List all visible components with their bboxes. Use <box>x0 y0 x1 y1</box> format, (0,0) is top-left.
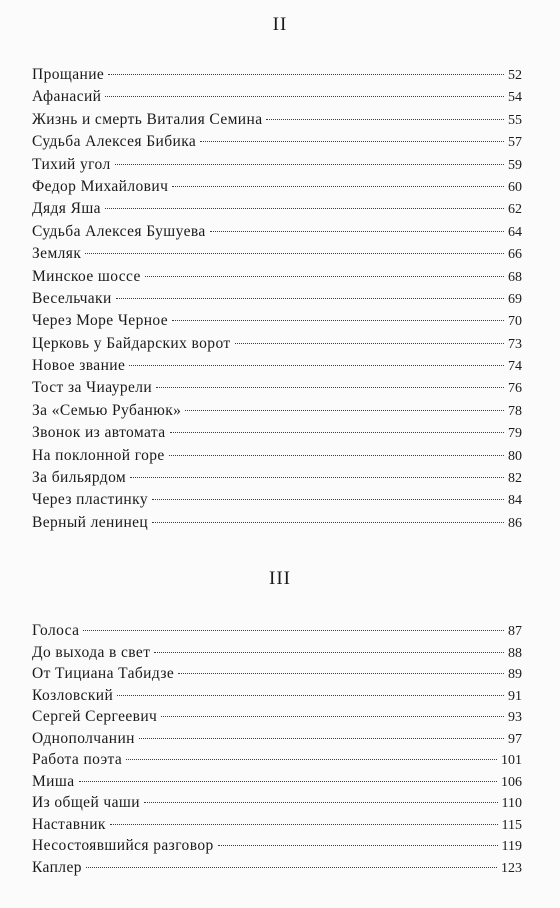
toc-entry-title: Тихий угол <box>32 155 111 173</box>
toc-entry-page-number: 115 <box>501 817 522 833</box>
toc-entry-page-number: 68 <box>508 269 522 285</box>
toc-entry <box>32 467 522 489</box>
dot-leader <box>110 824 498 825</box>
toc-entry-page-number: 54 <box>508 90 522 106</box>
toc-entry <box>32 310 522 332</box>
dot-leader <box>266 119 504 120</box>
dot-leader <box>169 455 504 456</box>
toc-entry-title: Жизнь и смерть Виталия Семина <box>32 110 263 128</box>
toc-entry <box>32 243 522 265</box>
toc-entry-page-number: 97 <box>508 731 522 747</box>
dot-leader <box>116 298 504 299</box>
toc-entry-title: Весельчаки <box>32 289 112 307</box>
toc-entry-title: Козловский <box>32 686 114 704</box>
toc-entry-title: За «Семью Рубанюк» <box>32 401 182 419</box>
toc-entry-page-number: 69 <box>508 291 522 307</box>
toc-entry <box>32 512 522 534</box>
toc-entry-page-number: 87 <box>508 624 522 639</box>
toc-entry-title: За бильярдом <box>32 469 127 487</box>
toc-entry-title: Прощание <box>32 66 105 83</box>
section-heading-iii: III <box>269 568 291 589</box>
toc-entry-title: До выхода в свет <box>32 643 151 661</box>
toc-entry-title: Звонок из автомата <box>32 424 166 442</box>
toc-entry-page-number: 52 <box>508 68 522 83</box>
toc-entry <box>32 706 522 728</box>
toc-entry-title: Федор Михайлович <box>32 177 169 195</box>
toc-list-section-iii <box>32 620 522 878</box>
toc-entry <box>32 620 522 642</box>
toc-entry <box>32 792 522 814</box>
toc-entry <box>32 771 522 793</box>
toc-entry-page-number: 101 <box>501 753 522 768</box>
dot-leader <box>185 410 504 411</box>
toc-entry-page-number: 57 <box>508 135 522 151</box>
toc-entry <box>32 642 522 664</box>
toc-entry <box>32 154 522 176</box>
toc-entry-page-number: 55 <box>508 112 522 128</box>
dot-leader <box>139 738 504 739</box>
toc-entry-title: Новое звание <box>32 357 126 375</box>
dot-leader <box>152 522 504 523</box>
dot-leader <box>172 186 504 187</box>
dot-leader <box>210 231 504 232</box>
dot-leader <box>144 802 498 803</box>
toc-entry <box>32 86 522 108</box>
dot-leader <box>156 387 504 388</box>
dot-leader <box>105 96 504 97</box>
toc-entry <box>32 663 522 685</box>
toc-entry-title: Земляк <box>32 245 82 263</box>
dot-leader <box>170 432 504 433</box>
toc-entry-title: Тост за Чиаурели <box>32 379 153 397</box>
toc-entry <box>32 266 522 288</box>
toc-entry-title: Однополчанин <box>32 729 135 747</box>
dot-leader <box>115 164 504 165</box>
toc-entry <box>32 814 522 836</box>
toc-entry-page-number: 89 <box>508 667 522 682</box>
toc-entry <box>32 445 522 467</box>
dot-leader <box>145 276 504 277</box>
toc-entry-title: На поклонной горе <box>32 446 165 464</box>
dot-leader <box>178 673 504 674</box>
dot-leader <box>129 365 504 366</box>
toc-entry-title: Судьба Алексея Бибика <box>32 133 197 151</box>
dot-leader <box>79 781 498 782</box>
toc-entry-page-number: 73 <box>508 336 522 352</box>
section-heading-ii: II <box>272 14 288 35</box>
toc-entry-page-number: 84 <box>508 493 522 509</box>
toc-entry <box>32 857 522 879</box>
toc-entry-title: Судьба Алексея Бушуева <box>32 222 206 240</box>
toc-entry-title: Голоса <box>32 622 80 639</box>
toc-entry-title: Сергей Сергеевич <box>32 708 158 725</box>
dot-leader <box>152 499 504 500</box>
toc-entry-page-number: 70 <box>508 314 522 330</box>
toc-entry-title: От Тициана Табидзе <box>32 665 175 682</box>
toc-entry-title: Наставник <box>32 815 106 833</box>
toc-entry-title: Через Море Черное <box>32 312 169 330</box>
dot-leader <box>86 867 497 868</box>
toc-entry <box>32 288 522 310</box>
toc-entry-page-number: 88 <box>508 645 522 661</box>
toc-entry-title: Дядя Яша <box>32 200 101 218</box>
toc-entry-title: Из общей чаши <box>32 794 140 811</box>
toc-entry <box>32 422 522 444</box>
toc-entry-page-number: 86 <box>508 515 522 531</box>
toc-entry <box>32 64 522 86</box>
toc-entry-title: Минское шоссе <box>32 267 141 285</box>
toc-entry-page-number: 106 <box>501 774 522 790</box>
toc-entry-page-number: 64 <box>508 224 522 240</box>
dot-leader <box>117 695 504 696</box>
toc-entry-page-number: 82 <box>508 471 522 487</box>
toc-entry <box>32 198 522 220</box>
toc-entry-title: Верный ленинец <box>32 513 149 531</box>
toc-entry-page-number: 123 <box>501 860 522 876</box>
toc-entry-title: Работа поэта <box>32 751 123 768</box>
toc-entry-page-number: 80 <box>508 448 522 464</box>
toc-entry-page-number: 59 <box>508 157 522 173</box>
toc-entry <box>32 221 522 243</box>
toc-entry-page-number: 66 <box>508 247 522 263</box>
toc-entry-title: Через пластинку <box>32 491 148 509</box>
toc-entry <box>32 749 522 771</box>
toc-entry <box>32 355 522 377</box>
dot-leader <box>85 253 504 254</box>
toc-entry <box>32 835 522 857</box>
dot-leader <box>83 630 504 631</box>
toc-entry-page-number: 74 <box>508 359 522 375</box>
dot-leader <box>126 759 497 760</box>
toc-list-section-ii <box>32 64 522 534</box>
toc-entry <box>32 131 522 153</box>
toc-entry <box>32 377 522 399</box>
dot-leader <box>235 343 504 344</box>
dot-leader <box>108 74 504 75</box>
toc-entry-page-number: 91 <box>508 688 522 704</box>
toc-entry <box>32 333 522 355</box>
toc-entry-page-number: 79 <box>508 426 522 442</box>
toc-entry-page-number: 76 <box>508 381 522 397</box>
toc-entry <box>32 176 522 198</box>
toc-entry-page-number: 110 <box>501 796 522 811</box>
dot-leader <box>130 477 504 478</box>
toc-entry-title: Миша <box>32 772 75 790</box>
toc-entry-title: Каплер <box>32 858 82 876</box>
toc-entry <box>32 109 522 131</box>
toc-entry-page-number: 78 <box>508 403 522 419</box>
dot-leader <box>218 845 498 846</box>
dot-leader <box>154 652 504 653</box>
toc-entry <box>32 489 522 511</box>
toc-entry-title: Афанасий <box>32 88 102 106</box>
toc-entry-title: Несостоявшийся разговор <box>32 837 214 854</box>
toc-entry <box>32 728 522 750</box>
toc-entry-page-number: 93 <box>508 710 522 725</box>
toc-entry-page-number: 62 <box>508 202 522 218</box>
toc-entry <box>32 685 522 707</box>
toc-entry-title: Церковь у Байдарских ворот <box>32 334 231 352</box>
dot-leader <box>161 716 504 717</box>
toc-entry-page-number: 119 <box>501 839 522 854</box>
toc-entry-page-number: 60 <box>508 179 522 195</box>
dot-leader <box>200 141 504 142</box>
toc-entry <box>32 400 522 422</box>
dot-leader <box>172 320 504 321</box>
dot-leader <box>105 208 504 209</box>
